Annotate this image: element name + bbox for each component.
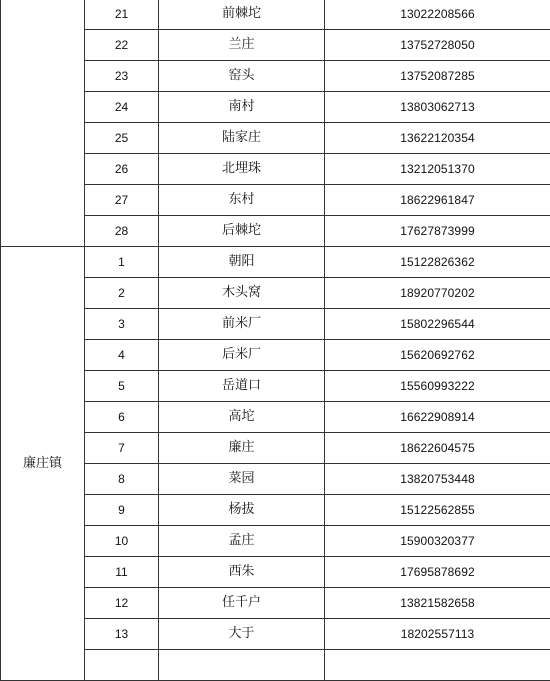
village-name: 前米厂: [159, 309, 325, 340]
table-row: [1, 247, 550, 278]
phone-number: 13622120354: [325, 123, 550, 154]
village-name: 后米厂: [159, 340, 325, 371]
town-cell: [1, 0, 85, 247]
village-name: 朝阳: [159, 247, 325, 278]
row-number: 12: [85, 588, 159, 619]
phone-number: 18920770202: [325, 278, 550, 309]
row-number: 26: [85, 154, 159, 185]
row-number: 5: [85, 371, 159, 402]
phone-number: 13820753448: [325, 464, 550, 495]
row-number: 2: [85, 278, 159, 309]
phone-number: 17627873999: [325, 216, 550, 247]
town-cell: 廉庄镇: [1, 247, 85, 681]
phone-number: [325, 650, 550, 681]
row-number: 6: [85, 402, 159, 433]
row-number: 3: [85, 309, 159, 340]
row-number: 7: [85, 433, 159, 464]
phone-number: 15122562855: [325, 495, 550, 526]
phone-number: 15560993222: [325, 371, 550, 402]
phone-number: 15802296544: [325, 309, 550, 340]
phone-number: 18202557113: [325, 619, 550, 650]
row-number: 9: [85, 495, 159, 526]
row-number: 24: [85, 92, 159, 123]
row-number: [85, 650, 159, 681]
table-row: [1, 0, 550, 30]
village-name: 岳道口: [159, 371, 325, 402]
village-name: 木头窝: [159, 278, 325, 309]
phone-number: 13752728050: [325, 30, 550, 61]
village-name: 东村: [159, 185, 325, 216]
phone-number: 15900320377: [325, 526, 550, 557]
phone-number: 18622604575: [325, 433, 550, 464]
phone-number: 13752087285: [325, 61, 550, 92]
phone-number: 15122826362: [325, 247, 550, 278]
village-name: 兰庄: [159, 30, 325, 61]
phone-number: 17695878692: [325, 557, 550, 588]
phone-number: 15620692762: [325, 340, 550, 371]
village-name: 菜园: [159, 464, 325, 495]
row-number: 8: [85, 464, 159, 495]
phone-number: 13803062713: [325, 92, 550, 123]
village-name: 孟庄: [159, 526, 325, 557]
row-number: 23: [85, 61, 159, 92]
row-number: 11: [85, 557, 159, 588]
village-name: 廉庄: [159, 433, 325, 464]
village-name: [159, 650, 325, 681]
phone-number: 13212051370: [325, 154, 550, 185]
phone-number: 16622908914: [325, 402, 550, 433]
village-name: 任千户: [159, 588, 325, 619]
village-name: 北埋珠: [159, 154, 325, 185]
village-name: 陆家庄: [159, 123, 325, 154]
village-name: 窑头: [159, 61, 325, 92]
phone-number: 13022208566: [325, 0, 550, 30]
row-number: 13: [85, 619, 159, 650]
row-number: 4: [85, 340, 159, 371]
village-name: 前棘坨: [159, 0, 325, 30]
phone-number: 13821582658: [325, 588, 550, 619]
row-number: 28: [85, 216, 159, 247]
row-number: 25: [85, 123, 159, 154]
row-number: 21: [85, 0, 159, 30]
row-number: 27: [85, 185, 159, 216]
row-number: 1: [85, 247, 159, 278]
phone-number: 18622961847: [325, 185, 550, 216]
village-name: 西朱: [159, 557, 325, 588]
village-name: 高坨: [159, 402, 325, 433]
row-number: 22: [85, 30, 159, 61]
table-body: [1, 0, 550, 681]
village-name: 后棘坨: [159, 216, 325, 247]
village-name: 杨拔: [159, 495, 325, 526]
row-number: 10: [85, 526, 159, 557]
village-name: 大于: [159, 619, 325, 650]
village-name: 南村: [159, 92, 325, 123]
